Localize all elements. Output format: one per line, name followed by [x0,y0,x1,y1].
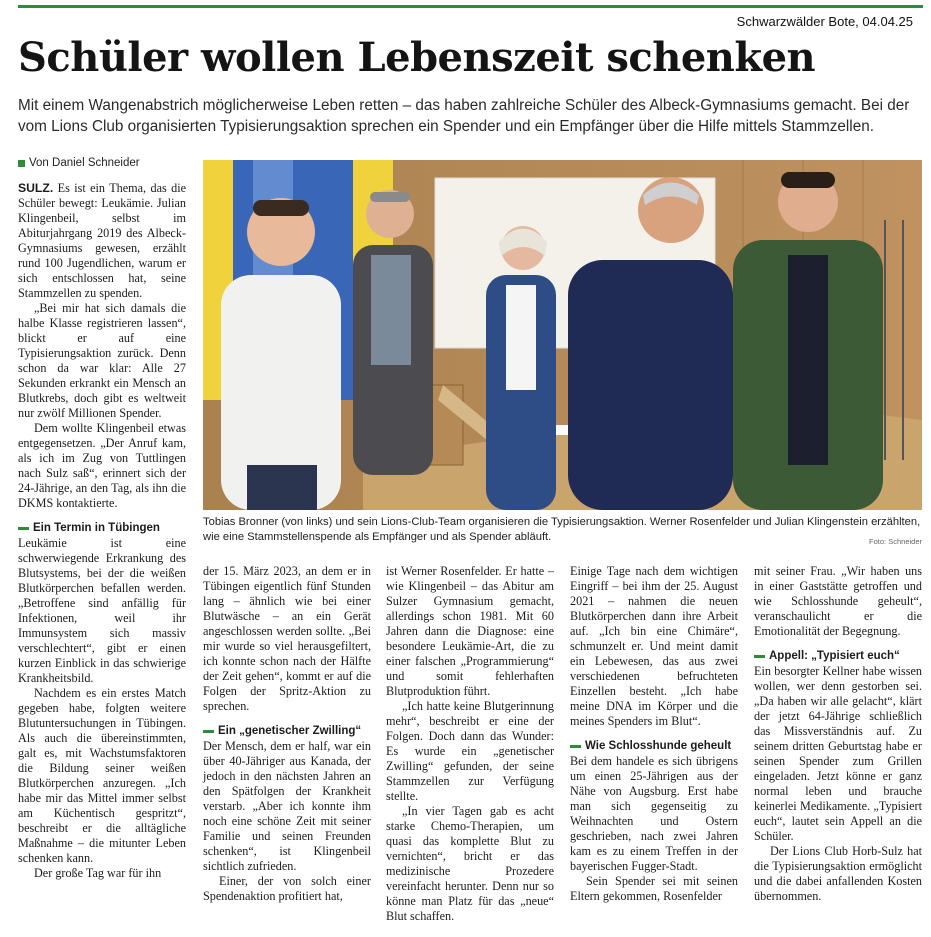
paragraph: Einer, der von solch einer Spendenaktion profitiert hat, [203,874,371,903]
paragraph: Dem wollte Klingenbeil etwas entgegensetzen. „Der Anruf kam, als ich im Zug von Tuttlingen nach Sulz saß“, erinnert sich der 24-Jährige, an den Tag, als ihn die DKMS kontaktierte. [18,421,186,510]
byline-author: Von Daniel Schneider [29,157,140,169]
subheading: Wie Schlosshunde geheult [570,739,738,754]
paragraph: Leukämie ist eine schwerwiegende Erkrankung des Blutsystems, bei der die weißen Blutkörperchen befallen werden. „Betroffene sind anfällig für Infektionen, weil ihr Immunsystem sich massiv verschlechtert“, gibt er einen kurzen Einblick in das schwierige Krankheitsbild. [18,536,186,685]
paragraph: Der große Tag war für ihn [34,866,162,880]
paragraph: mit seiner Frau. „Wir haben uns in einer Gaststätte getroffen und wie Schlosshunde geheult“, veranschaulicht er die Emotionalität der Begegnung. [754,564,922,638]
subheading: Ein Termin in Tübingen [18,521,186,536]
article-column-3 [386,564,554,924]
dateline: SULZ. [18,181,54,195]
headline: Schüler wollen Lebenszeit schenken [18,34,816,81]
byline [18,157,140,169]
paragraph: „Ich hatte keine Blutgerinnung mehr“, beschreibt er eine der Folgen. Doch dann das Wunder: Es wurde ein „genetischer Zwilling“ gefunden, der seine Stammzellen zur Verfügung stellte. [386,699,554,803]
subheading-marker-icon [754,655,765,658]
paragraph: Der Mensch, dem er half, war ein über 40-Jähriger aus Kanada, der jedoch in den nächsten Jahren an den Spätfolgen der Krankheit verstarb. „Aber ich konnte ihm noch eine schöne Zeit mit seiner Familie und seinen Freunden schenken“, ist Klingenbeil sichtlich zufrieden. [203,739,371,873]
subheading-marker-icon [570,745,581,748]
paragraph: Nachdem es ein erstes Match gegeben habe, folgten weitere Blutuntersuchungen in Tübingen. Als auch die übereinstimmten, galt es, mit Wachstumsfaktoren die Bildung seiner weißen Blutkörperchen anzuregen. „Ich habe mir das Mittel immer selbst am Küchentisch gespritzt“, beschreibt er die alltägliche Maßnahme – die mitunter Leben schenken kann. [18,686,186,865]
lead-paragraph: Mit einem Wangenabstrich möglicherweise Leben retten – das haben zahlreiche Schüler des Albeck-Gymnasiums gemacht. Bei der vom Lions Club organisierten Typisierungsaktion sprechen ein Spender und ein Empfänger über die Hilfe mittels Stammzellen. [18,97,910,135]
subheading: Appell: „Typisiert euch“ [754,649,922,664]
article-column-2 [203,564,371,904]
paragraph: Ein besorgter Kellner habe wissen wollen, wer denn gestorben sei. „Da haben wir alle gelacht“, klärt der jetzt 64-Jährige schließlich das Missverständnis auf. Zu seinem dritten Geburtstag habe er seinen Spender zum Grillen eingeladen. Jetzt könne er ganz normal leben und brauche keinerlei Medikamente. „Typisiert euch“, lautet sein Appell an die Schüler. [754,664,922,843]
paragraph: Einige Tage nach dem wichtigen Eingriff – bei ihm der 25. August 2021 – nahmen die neuen Blutkörperchen dann ihre Arbeit auf. „Ich bin eine Chimäre“, schmunzelt er. Und meint damit ein Lebewesen, das aus zwei verschiedenen befruchteten Einzellen besteht. „Ich habe meine DNA im Körper und die meines Spenders im Blut“. [570,564,738,728]
source-label: Schwarzwälder Bote, 04.04.25 [736,14,913,29]
paragraph: Der Lions Club Horb-Sulz hat die Typisierungsaktion ermöglicht und die dabei anfallenden Kosten übernommen. [754,844,922,903]
paragraph: ist Werner Rosenfelder. Er hatte – wie Klingenbeil – das Abitur am Sulzer Gymnasium gemacht, allerdings schon 1981. Mit 60 Jahren dann die Diagnose: eine besondere Leukämie-Art, die zu einer falschen „Programmierung“ und somit fehlerhaften Blutproduktion führt. [386,564,554,698]
article-column-5 [754,564,922,904]
paragraph: SULZ. Es ist ein Thema, das die Schüler bewegt: Leukämie. Julian Klingenbeil, selbst im Abiturjahrgang 2019 des Albeck-Gymnasiums gewesen, erzählt rund 100 Jugendlichen, warum er sich entschlossen hat, seine Stammzellen zu spenden. [18,181,187,300]
byline-square-icon [18,160,25,167]
article-column-1 [18,181,186,881]
subheading: Ein „genetischer Zwilling“ [203,724,371,739]
article-column-4 [570,564,738,904]
article-photo [203,160,922,510]
subheading-marker-icon [203,730,214,733]
subheading-marker-icon [18,527,29,530]
paragraph: „Bei mir hat sich damals die halbe Klasse registrieren lassen“, blickt er auf eine Typisierungsaktion zurück. Denn schon da war klar: Alle 27 Sekunden erkrankt ein Mensch an Blutkrebs, doch gibt es weltweit nur zwölf Millionen Spender. [18,301,186,420]
paragraph: Bei dem handele es sich übrigens um einen 25-Jährigen aus der Nähe von Augsburg. Erst habe man sich gegenseitig zu Weihnachten und Ostern geschrieben, nach zwei Jahren kam es zu einem Treffen in der bayerischen Fugger-Stadt. [570,754,738,873]
photo-credit: Foto: Schneider [869,537,922,546]
paragraph: der 15. März 2023, an dem er in Tübingen eigentlich fünf Stunden lang – ähnlich wie bei einer Blutwäsche – an ein Gerät angeschlossen werden sollte. „Bei mir wurde so viel herausgefiltert, ich konnte schon nach der Hälfte der Zeit gehen“, kommt er auf die Folgen der Spritz-Aktion zu sprechen. [203,564,371,713]
top-rule [18,5,923,8]
photo-caption: Tobias Bronner (von links) und sein Lions-Club-Team organisieren die Typisierungsaktion. Werner Rosenfelder und Julian Klingenstein erzählten, wie eine Stammstellenspende als Empfänger und als Spender abläuft. [203,516,921,543]
paragraph: Sein Spender sei mit seinen Eltern gekommen, Rosenfelder [570,874,738,903]
paragraph: „In vier Tagen gab es acht starke Chemo-Therapien, um quasi das komplette Blut zu vernichten“, bricht er das medizinische Prozedere vereinfacht herunter. Denn nur so könne man Platz für das „neue“ Blut schaffen. [386,804,554,923]
